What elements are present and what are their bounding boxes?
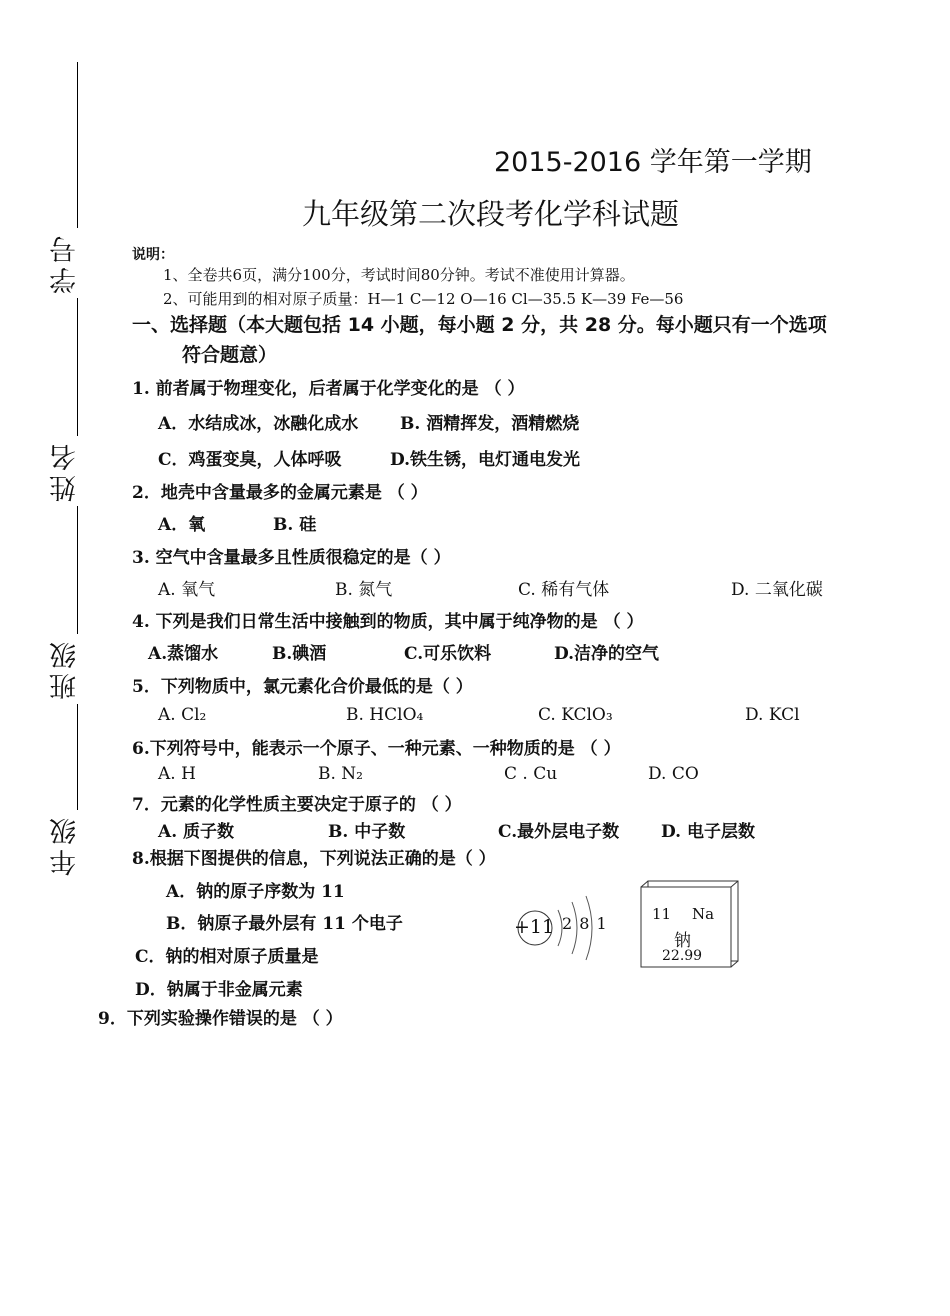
student-name-label: 姓名 [46, 436, 85, 506]
atomic-mass: 22.99 [662, 948, 703, 964]
question-stem: 4. 下列是我们日常生活中接触到的物质，其中属于纯净物的是 （ ） [132, 612, 644, 632]
option: D.洁净的空气 [554, 644, 660, 664]
section-heading-cont: 符合题意） [182, 344, 278, 366]
option: B. 酒精挥发，酒精燃烧 [400, 414, 580, 434]
notes-heading: 说明： [132, 247, 174, 263]
question-stem: 7．元素的化学性质主要决定于原子的 （ ） [132, 795, 462, 815]
option: C．钠的相对原子质量是 [135, 947, 319, 967]
question-stem: 9．下列实验操作错误的是 （ ） [98, 1009, 343, 1029]
grade-label: 年级 [46, 810, 85, 880]
element-name: 钠 [674, 931, 691, 951]
option: C . Cu [504, 764, 558, 784]
option: D. KCl [745, 705, 800, 725]
option: B. 中子数 [328, 822, 406, 842]
option: A．钠的原子序数为 11 [166, 882, 345, 902]
option: A. H [158, 764, 196, 784]
option: A.蒸馏水 [148, 644, 219, 664]
section-heading: 一、选择题（本大题包括 14 小题，每小题 2 分，共 28 分。每小题只有一个选项 [132, 314, 827, 336]
question-stem: 1. 前者属于物理变化，后者属于化学变化的是 （ ） [132, 379, 525, 399]
option: A. Cl₂ [158, 705, 207, 725]
class-label: 班级 [46, 634, 85, 704]
option: D. 电子层数 [661, 822, 755, 842]
atom-nucleus: +11 [514, 916, 555, 938]
sodium-atom-diagram [510, 880, 630, 970]
option: D. 二氧化碳 [731, 580, 823, 600]
note-item: 2、可能用到的相对原子质量：H—1 C—12 O—16 Cl—35.5 K—39 Fe—56 [163, 290, 684, 308]
option: C. 稀有气体 [518, 580, 610, 600]
question-stem: 2．地壳中含量最多的金属元素是 （ ） [132, 483, 428, 503]
question-stem: 6.下列符号中，能表示一个原子、一种元素、一种物质的是 （ ） [132, 739, 621, 759]
option: A．水结成冰，冰融化成水 [158, 414, 359, 434]
option: D. CO [648, 764, 699, 784]
note-item: 1、全卷共6页，满分100分，考试时间80分钟。考试不准使用计算器。 [163, 266, 635, 284]
option: B. N₂ [318, 764, 363, 784]
option: D.铁生锈，电灯通电发光 [390, 450, 581, 470]
option: A. 氧气 [158, 580, 216, 600]
question-stem: 3. 空气中含量最多且性质很稳定的是（ ） [132, 548, 451, 568]
option: C.可乐饮料 [404, 644, 492, 664]
option: C. KClO₃ [538, 705, 613, 725]
element-symbol: Na [692, 905, 715, 923]
exam-title: 九年级第二次段考化学科试题 [302, 197, 680, 231]
option: B.碘酒 [272, 644, 327, 664]
atomic-number: 11 [652, 905, 672, 923]
student-id-label: 学号 [46, 228, 85, 298]
option: B. 硅 [273, 515, 317, 535]
option: A. 质子数 [158, 822, 235, 842]
option: B．钠原子最外层有 11 个电子 [166, 914, 403, 934]
option: D．钠属于非金属元素 [135, 980, 303, 1000]
option: A．氧 [158, 515, 206, 535]
option: B. 氮气 [335, 580, 393, 600]
sodium-element-card [640, 880, 740, 968]
atom-shell-electrons: 2 8 1 [562, 914, 608, 933]
term-title: 2015-2016 学年第一学期 [494, 147, 812, 178]
question-stem: 8.根据下图提供的信息，下列说法正确的是（ ） [132, 849, 496, 869]
option: B. HClO₄ [346, 705, 424, 725]
option: C.最外层电子数 [498, 822, 620, 842]
question-stem: 5．下列物质中，氯元素化合价最低的是（ ） [132, 677, 473, 697]
option: C．鸡蛋变臭，人体呼吸 [158, 450, 342, 470]
